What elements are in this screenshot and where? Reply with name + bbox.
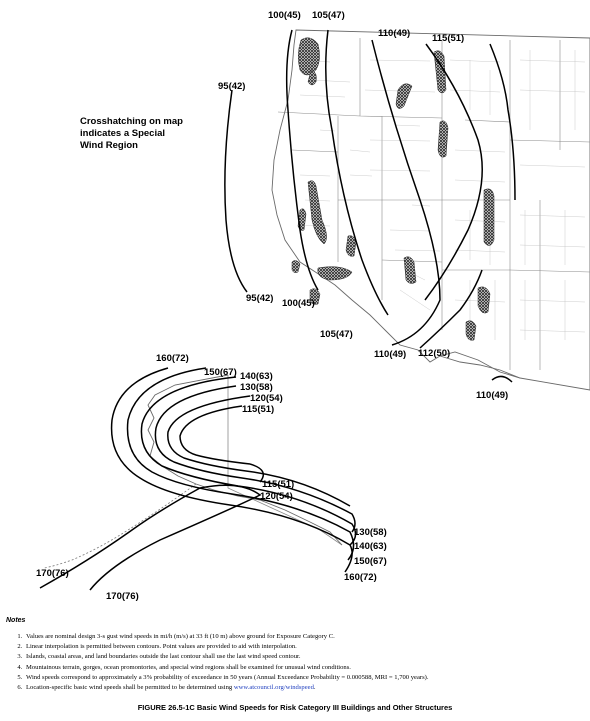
callout-line: Crosshatching on map <box>80 116 183 127</box>
callout-line: Wind Region <box>80 140 138 151</box>
note-item <box>24 683 586 693</box>
alaska-contours <box>40 368 356 590</box>
county-texture <box>300 50 585 340</box>
special-wind-region <box>298 38 319 75</box>
label-120-top: 120(54) <box>250 393 283 404</box>
note-6-text: Location-specific basic wind speeds shall be permitted to be determined using <box>26 684 233 692</box>
special-wind-region <box>308 181 327 244</box>
label-160-top: 160(72) <box>156 353 189 364</box>
label-105-bottom: 105(47) <box>320 329 353 340</box>
special-wind-region <box>292 260 300 272</box>
label-150-bottom: 150(67) <box>354 556 387 567</box>
label-160-bottom: 160(72) <box>344 572 377 583</box>
figure-caption: FIGURE 26.5-1C Basic Wind Speeds for Risk Category III Buildings and Other Structures <box>137 703 453 712</box>
windspeed-link[interactable]: www.atcouncil.org/windspeed <box>233 684 314 692</box>
aleutian-islands <box>44 484 196 568</box>
state-boundaries <box>278 38 590 370</box>
alaska-contour-170 <box>40 485 260 590</box>
contour-95 <box>225 90 247 292</box>
label-130-top: 130(58) <box>240 382 273 393</box>
label-110-right: 110(49) <box>476 390 509 401</box>
note-item: 1. Values are nominal design 3-s gust wind speeds in mi/h (m/s) at 33 ft (10 m) above ground for Exposure Category C. <box>24 632 586 642</box>
special-wind-region <box>438 121 448 157</box>
label-170-left: 170(76) <box>36 568 69 579</box>
note-item: 4. Mountainous terrain, gorges, ocean promontories, and special wind regions shall be examined for unusual wind conditions. <box>24 663 586 673</box>
label-140-bottom: 140(63) <box>354 541 387 552</box>
special-wind-region-callout <box>80 116 220 152</box>
label-115-top: 115(51) <box>242 404 275 415</box>
note-item: 3. Islands, coastal areas, and land boundaries outside the last contour shall use the last wind speed contour. <box>24 652 586 662</box>
note-item: 5. Wind speeds correspond to approximately a 3% probability of exceedance in 50 years (Annual Exceedance Probability = 0.000588, MRI = 1,700 years). <box>24 673 586 683</box>
alaska-map <box>36 353 387 602</box>
notes-list <box>6 632 586 693</box>
label-130-bottom: 130(58) <box>354 527 387 538</box>
label-100-top: 100(45) <box>268 10 301 21</box>
special-wind-regions <box>292 38 494 341</box>
label-120-mid: 120(54) <box>260 491 293 502</box>
note-6-suffix: . <box>313 684 316 692</box>
alaska-outline <box>148 375 342 545</box>
special-wind-region <box>466 321 476 341</box>
label-115-mid: 115(51) <box>262 479 295 490</box>
notes-section <box>6 617 586 693</box>
contiguous-labels <box>218 10 508 401</box>
special-wind-region <box>404 257 416 284</box>
special-wind-region <box>484 189 494 246</box>
special-wind-region <box>346 236 356 257</box>
special-wind-region <box>478 287 490 313</box>
label-95-bottom: 95(42) <box>246 293 274 304</box>
label-112-bottom: 112(50) <box>418 348 451 359</box>
notes-title: Notes <box>6 617 26 624</box>
label-110-bottom: 110(49) <box>374 349 407 360</box>
special-wind-region <box>318 267 352 280</box>
label-140-top: 140(63) <box>240 371 273 382</box>
contour-115-inner <box>490 44 515 200</box>
special-wind-region <box>396 84 412 109</box>
callout-line: indicates a Special <box>80 128 166 139</box>
label-105-top: 105(47) <box>312 10 345 21</box>
alaska-contour-115 <box>180 406 250 464</box>
label-150-top: 150(67) <box>204 367 237 378</box>
label-95-top: 95(42) <box>218 81 246 92</box>
note-item: 2. Linear interpolation is permitted between contours. Point values are provided to aid with interpolation. <box>24 642 586 652</box>
label-100-bottom: 100(45) <box>282 298 315 309</box>
label-110-top: 110(49) <box>378 28 411 39</box>
contour-110-east <box>492 376 512 382</box>
label-115-top: 115(51) <box>432 33 465 44</box>
label-170-bottom: 170(76) <box>106 591 139 602</box>
